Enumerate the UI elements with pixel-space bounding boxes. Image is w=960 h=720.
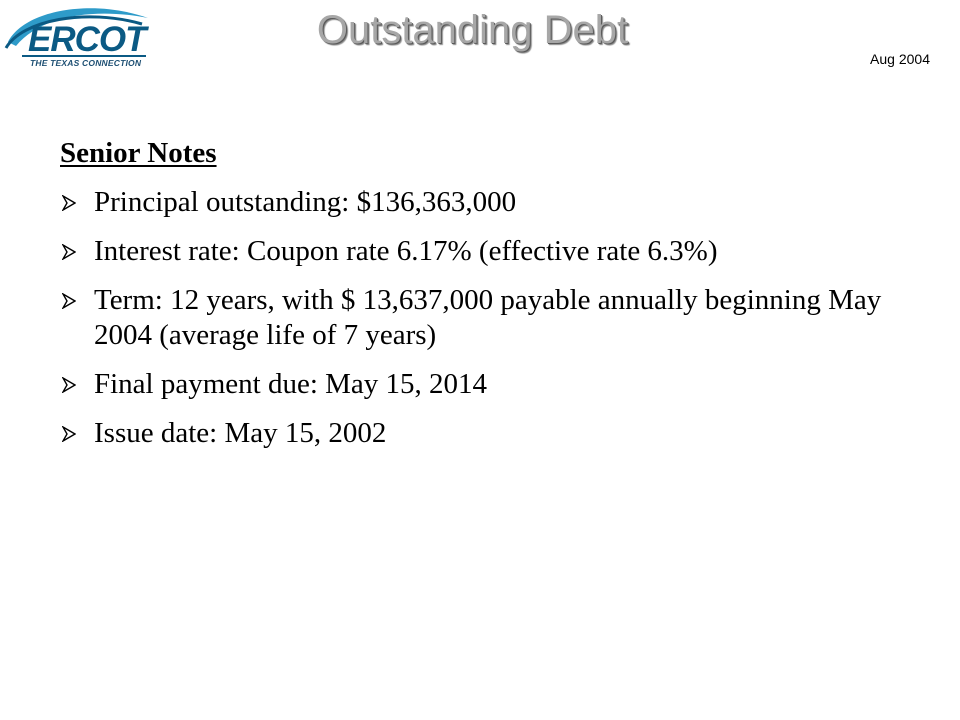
arrowhead-bullet-icon (62, 244, 76, 260)
bullet-list (60, 185, 940, 451)
bullet-text: Final payment due: May 15, 2014 (94, 367, 488, 400)
bullet-item (60, 416, 940, 451)
bullet-text: Term: 12 years, with $ 13,637,000 payable annually beginning May 2004 (average life of 7 years) (94, 283, 882, 351)
ercot-logo-tagline: THE TEXAS CONNECTION (30, 58, 142, 68)
page-title: Outstanding Debt (316, 8, 629, 52)
section-heading: Senior Notes (60, 137, 217, 169)
bullet-item (60, 367, 940, 402)
arrowhead-bullet-icon (62, 426, 76, 442)
ercot-logo-word: ERCOT (28, 20, 146, 59)
bullet-item (60, 234, 940, 269)
arrowhead-bullet-icon (62, 293, 76, 309)
bullet-text: Interest rate: Coupon rate 6.17% (effective rate 6.3%) (94, 234, 718, 267)
slide-content (60, 136, 940, 465)
arrowhead-bullet-icon (62, 195, 76, 211)
bullet-item (60, 185, 940, 220)
bullet-text: Principal outstanding: $136,363,000 (94, 185, 517, 218)
bullet-text: Issue date: May 15, 2002 (94, 416, 387, 449)
slide-date: Aug 2004 (870, 51, 930, 67)
arrowhead-bullet-icon (62, 377, 76, 393)
bullet-item (60, 283, 940, 353)
